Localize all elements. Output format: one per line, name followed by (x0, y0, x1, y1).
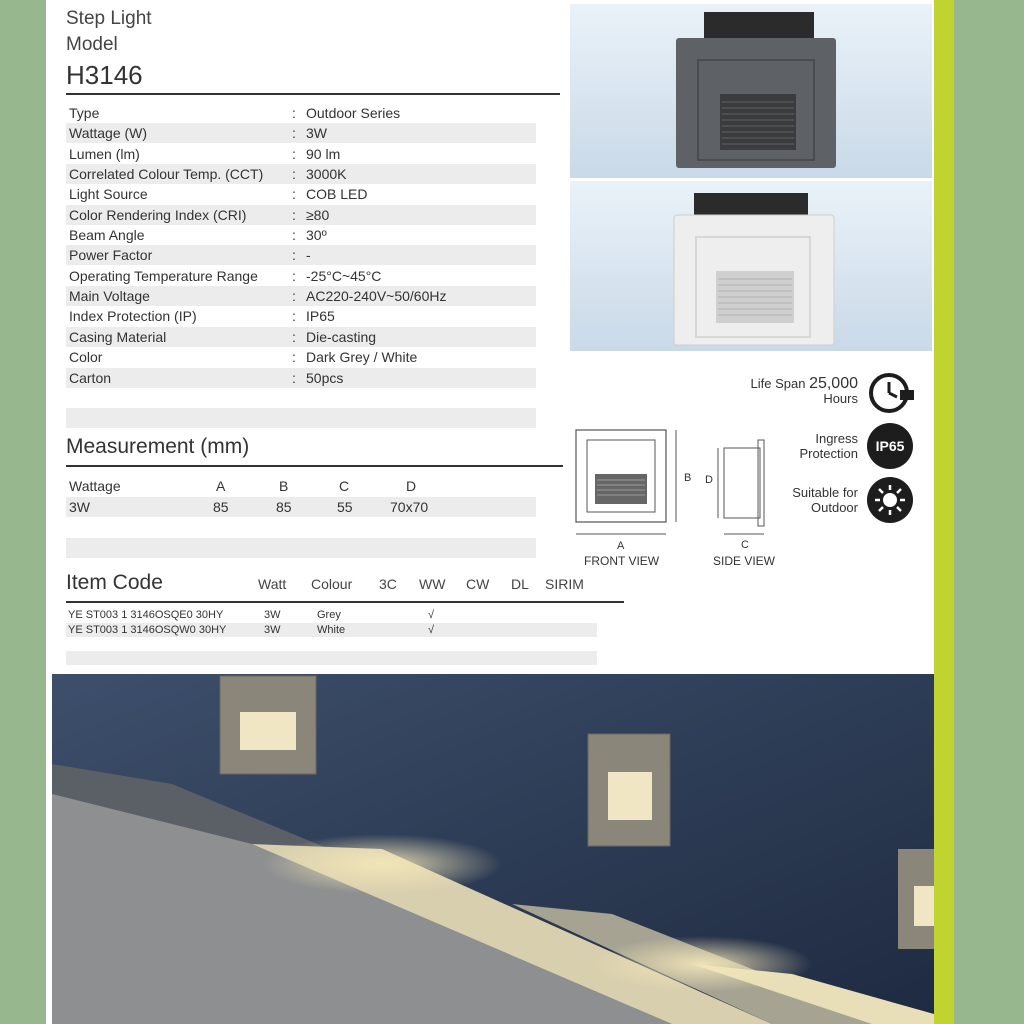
photo-white-unit (570, 181, 932, 351)
spec-row: Correlated Colour Temp. (CCT) : 3000K (66, 164, 536, 184)
spec-row: Index Protection (IP) : IP65 (69, 308, 335, 324)
outdoor-feature: Suitable for Outdoor (792, 485, 858, 515)
front-view-caption: FRONT VIEW (584, 554, 660, 568)
item-code-header: Colour (311, 576, 353, 592)
dimension-b-label: B (684, 472, 692, 484)
measurement-divider (66, 465, 563, 467)
item-code-divider (66, 601, 624, 603)
spec-row: Type : Outdoor Series (69, 105, 401, 121)
spec-row: Light Source : COB LED (69, 186, 368, 202)
header-divider (66, 93, 560, 95)
dimension-c-label: C (741, 539, 749, 551)
item-code-header: WW (419, 576, 446, 592)
clock-icon (868, 370, 914, 416)
side-view-caption: SIDE VIEW (713, 554, 776, 568)
item-code-header: Watt (258, 576, 287, 592)
model-code: H3146 (66, 60, 143, 90)
model-label: Model (66, 34, 118, 55)
product-sheet (46, 0, 934, 1024)
ip65-badge-icon: IP65 (867, 423, 913, 469)
spacer-bar (66, 651, 597, 665)
dimension-diagram (570, 424, 810, 544)
item-code-row: YE ST003 1 3146OSQW0 30HY 3W White √ (66, 623, 597, 637)
item-code-header: CW (466, 576, 490, 592)
spec-row: Operating Temperature Range : -25°C~45°C (69, 268, 382, 284)
installation-photo (52, 674, 934, 1024)
spec-row: Casing Material : Die-casting (66, 327, 536, 347)
item-code-header: DL (511, 576, 529, 592)
accent-sidebar-bar (934, 0, 954, 1024)
spec-row: Lumen (lm) : 90 lm (69, 146, 341, 162)
spacer-bar (66, 538, 536, 558)
dimension-d-label: D (705, 474, 713, 486)
spec-row: Color Rendering Index (CRI) : ≥80 (66, 205, 536, 225)
item-code-header: SIRIM (545, 576, 584, 592)
ingress-protection-feature: Ingress Protection (799, 431, 858, 461)
item-code-title: Item Code (66, 571, 163, 594)
measurement-header-row: Wattage A B C D (69, 478, 417, 494)
spec-row: Main Voltage : AC220-240V~50/60Hz (66, 286, 536, 306)
dimension-a-label: A (617, 540, 625, 552)
spec-row: Carton : 50pcs (66, 368, 536, 388)
measurement-title: Measurement (mm) (66, 435, 250, 458)
item-code-header: 3C (379, 576, 397, 592)
sun-icon (867, 477, 913, 523)
life-span-feature: Life Span 25,000 Hours (750, 375, 858, 406)
product-type-title: Step Light (66, 8, 152, 29)
spec-row: Color : Dark Grey / White (69, 349, 418, 365)
measurement-value-row: 3W 85 85 55 70x70 (66, 497, 536, 517)
spacer-bar (66, 408, 536, 428)
spec-row: Wattage (W) : 3W (66, 123, 536, 143)
photo-dark-grey-unit (570, 4, 932, 178)
item-code-row: YE ST003 1 3146OSQE0 30HY 3W Grey √ (68, 609, 435, 621)
spec-row: Power Factor : - (66, 245, 536, 265)
spec-row: Beam Angle : 30º (69, 227, 327, 243)
